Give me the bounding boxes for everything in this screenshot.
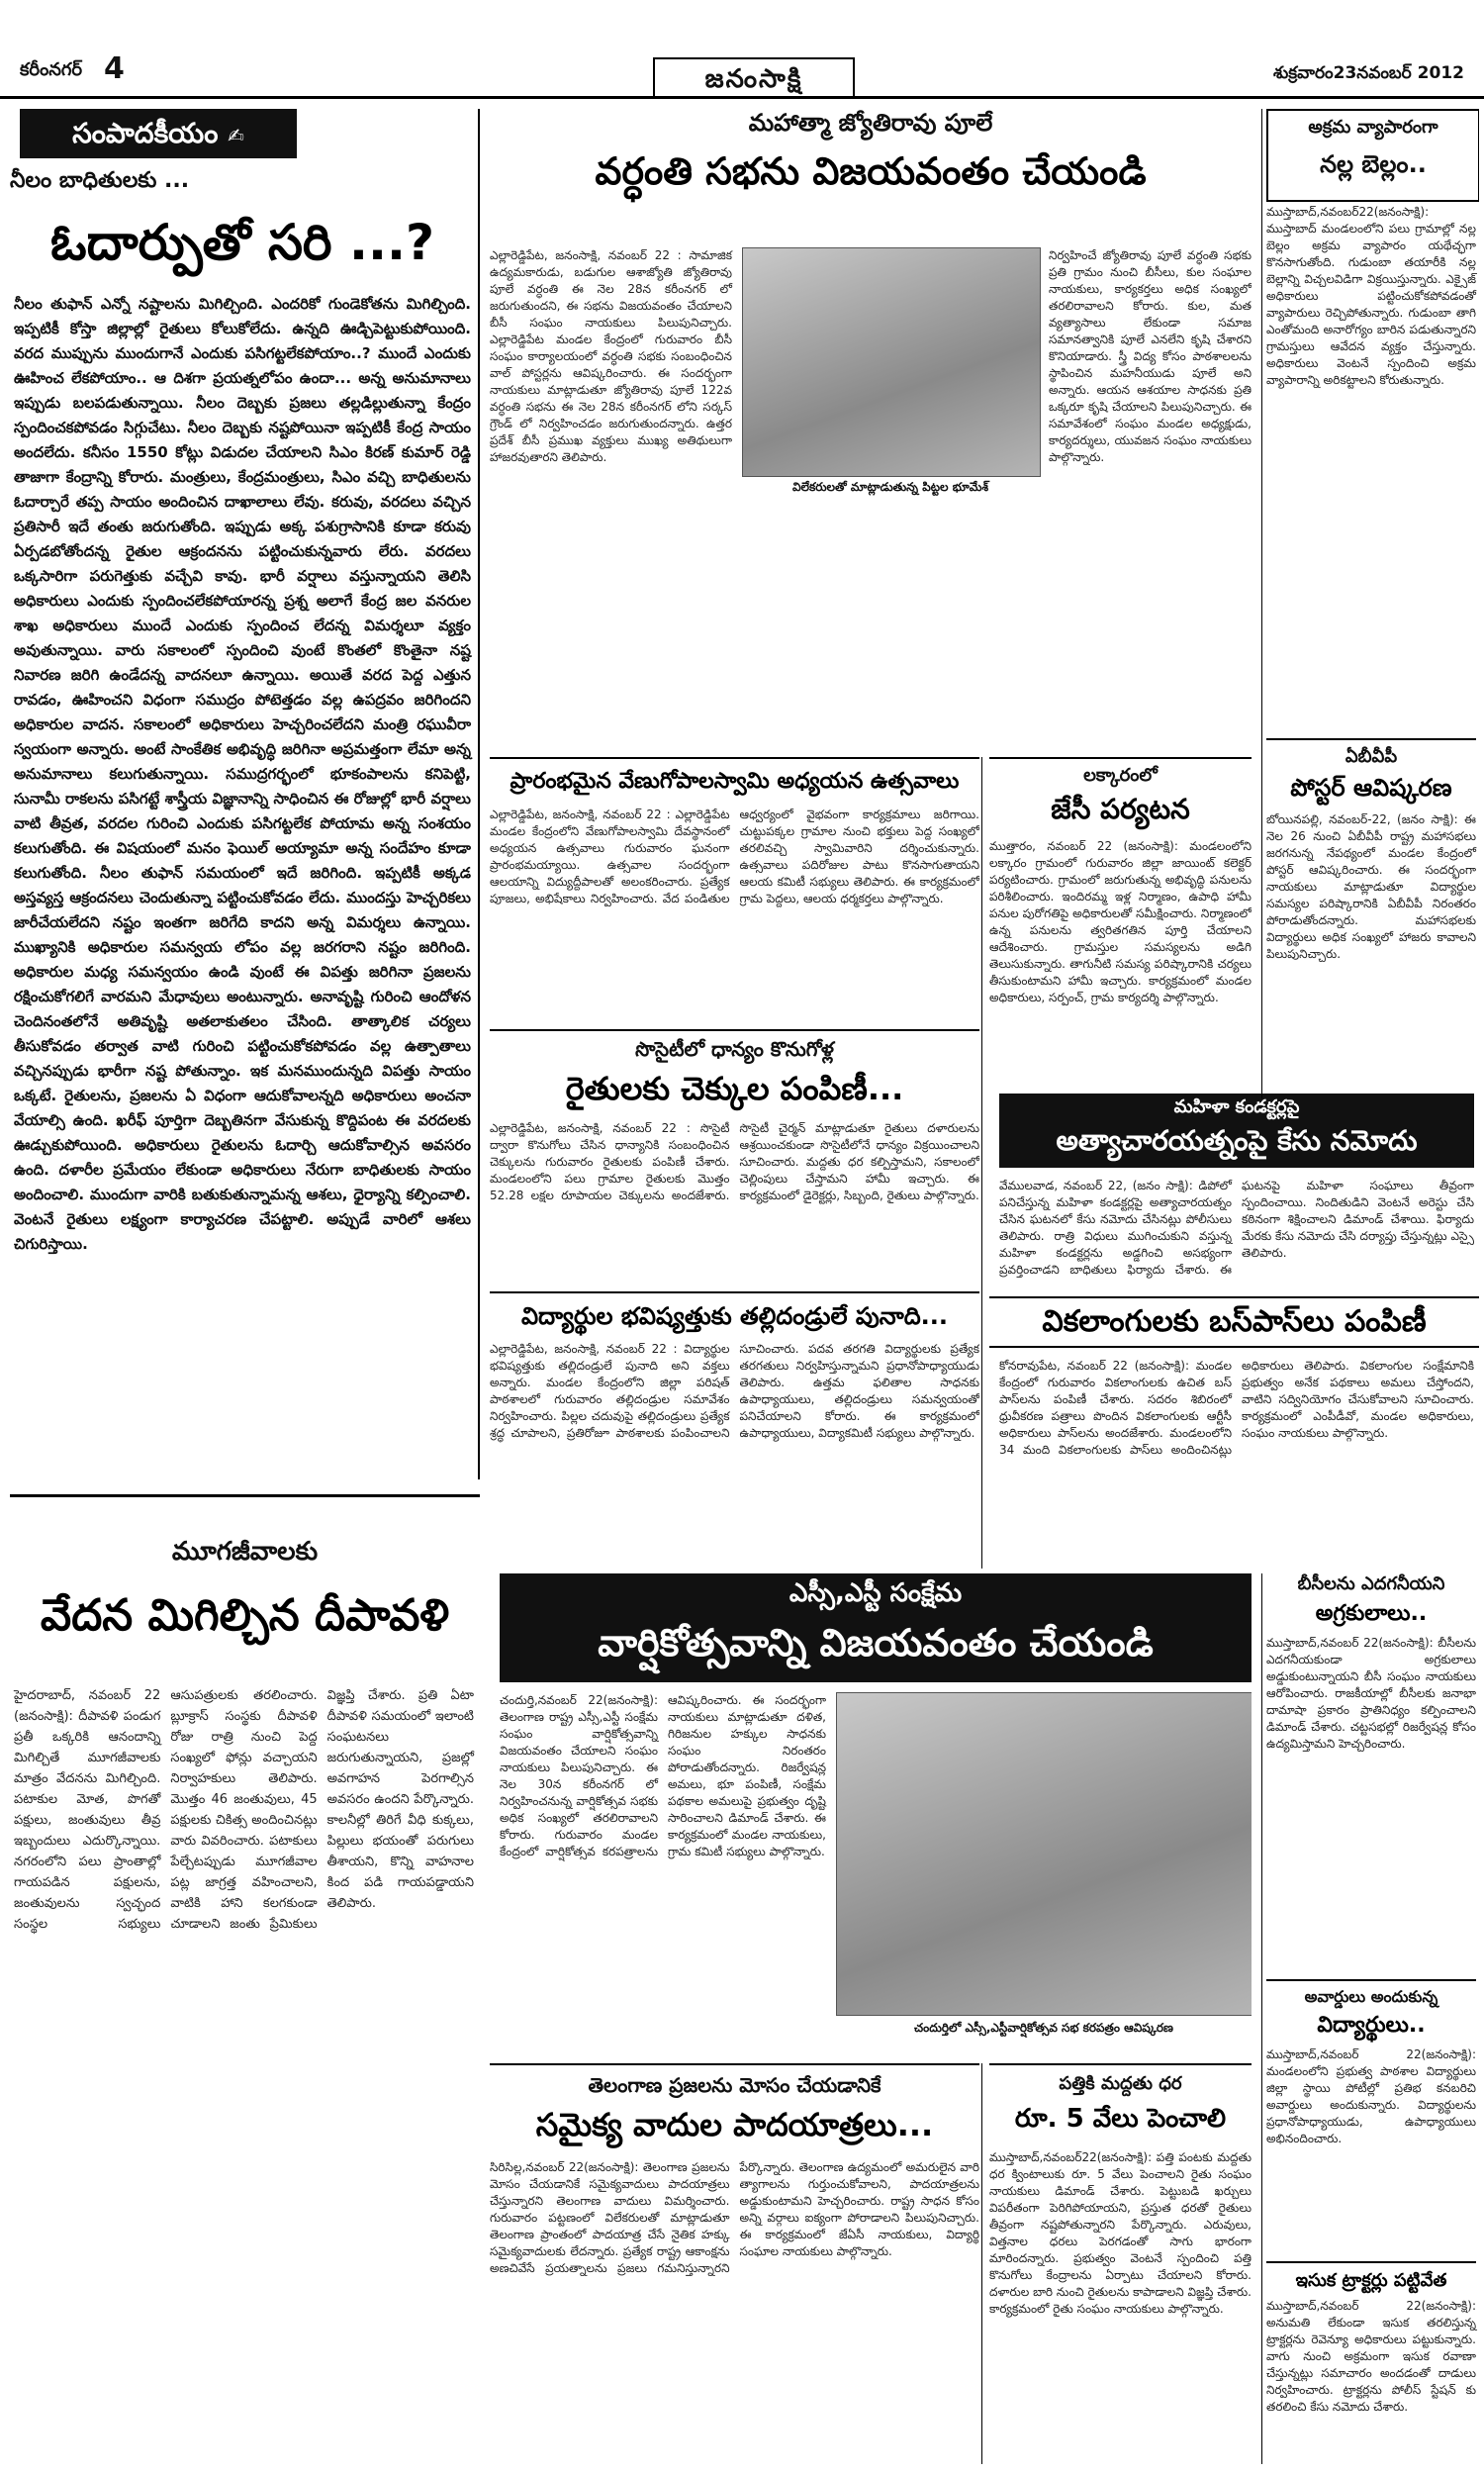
phule-body-right: నిర్వహించే జ్యోతిరావు పూలే వర్ధంతి సభకు ప్రతి గ్రామం నుంచి బీసీలు, కుల సంఘాల నాయకులు, కార్యకర్తలు అధిక సంఖ్యలో తరలిరావాలని కోరారు. కుల, మత వ్యత్యాసాలు లేకుండా సమాజ సమానత్వానికి పూలే ఎనలేని కృషి చేశారని కొనియాడారు. స్త్రీ విద్య కోసం పాఠశాలలను స్థాపించిన మహనీయుడు పూలే అని అన్నారు. ఆయన ఆశయాల సాధనకు ప్రతి ఒక్కరూ కృషి చేయాలని పిలుపునిచ్చారు. ఈ సమావేశంలో సంఘం మండల అధ్యక్షుడు, కార్యదర్శులు, యువజన సంఘం నాయకులు పాల్గొన్నారు. <box>1049 248 1252 464</box>
telangana-body: సిరిసిల్ల,నవంబర్ 22(జనంసాక్షి): తెలంగాణ ప్రజలను మోసం చేయడానికే సమైక్యవాదులు పాదయాత్రలు చేస్తున్నారని తెలంగాణ వాదులు విమర్శించారు. గురువారం పట్టణంలో విలేకరులతో మాట్లాడుతూ తెలంగాణ ప్రాంతంలో పాదయాత్ర చేసే నైతిక హక్కు సమైక్యవాదులకు లేదన్నారు. ప్రత్యేక రాష్ట్ర ఆకాంక్షను అణచివేసే ప్రయత్నాలను ప్రజలు గమనిస్తున్నారని పేర్కొన్నారు. తెలంగాణ ఉద్యమంలో అమరులైన వారి త్యాగాలను గుర్తుంచుకోవాలని, పాదయాత్రలను అడ్డుకుంటామని హెచ్చరించారు. రాష్ట్ర సాధన కోసం అన్ని వర్గాలు ఐక్యంగా పోరాడాలని పిలుపునిచ్చారు. ఈ కార్యక్రమంలో జేఏసీ నాయకులు, విద్యార్థి సంఘాల నాయకులు పాల్గొన్నారు. <box>490 2160 979 2275</box>
students-body: ఎల్లారెడ్డిపేట, జనంసాక్షి, నవంబర్ 22 : విద్యార్థుల భవిష్యత్తుకు తల్లిదండ్రులే పునాది అని వక్తలు అన్నారు. మండల కేంద్రంలోని జిల్లా పరిషత్ పాఠశాలలో గురువారం తల్లిదండ్రుల సమావేశం నిర్వహించారు. పిల్లల చదువుపై తల్లిదండ్రులు ప్రత్యేక శ్రద్ధ చూపాలని, ప్రతిరోజూ పాఠశాలకు పంపించాలని సూచించారు. పదవ తరగతి విద్యార్థులకు ప్రత్యేక తరగతులు నిర్వహిస్తున్నామని ప్రధానోపాధ్యాయుడు తెలిపారు. ఉత్తమ ఫలితాల సాధనకు ఉపాధ్యాయులు, తల్లిదండ్రులు సమన్వయంతో పనిచేయాలని కోరారు. ఈ కార్యక్రమంలో ఉపాధ్యాయులు, విద్యాకమిటీ సభ్యులు పాల్గొన్నారు. <box>490 1342 979 1440</box>
editorial-banner-label: సంపాదకీయం <box>72 117 219 149</box>
diwali-article <box>10 1494 480 2464</box>
phule-photo <box>742 247 1041 477</box>
scholar-divider <box>1266 1979 1476 1981</box>
wage-headline: రూ. 5 వేలు పెంచాలి <box>1014 2104 1227 2134</box>
bus-headline: వికలాంగులకు బస్‌పాస్‌లు పంపిణీ <box>989 1298 1479 1348</box>
editorial-section <box>10 109 480 1479</box>
women-article <box>989 1094 1479 1291</box>
scst-photo-caption: చందుర్తిలో ఎస్సీ,ఎస్టీవార్షికోత్సవ సభ కరపత్రం ఆవిష్కరణ <box>914 2021 1173 2035</box>
scst-article <box>490 1573 1252 2058</box>
collector-headline: జేసీ పర్యటన <box>1051 793 1190 825</box>
collector-body: ముత్తారం, నవంబర్ 22 (జనంసాక్షి): మండలంలోని లక్కారం గ్రామంలో గురువారం జిల్లా జాయింట్ కలెక్టర్ పర్యటించారు. గ్రామంలో జరుగుతున్న అభివృద్ధి పనులను పరిశీలించారు. ఇందిరమ్మ ఇళ్ల నిర్మాణం, ఉపాధి హామీ పనుల పురోగతిపై అధికారులతో సమీక్షించారు. నిర్మాణంలో ఉన్న పనులను త్వరితగతిన పూర్తి చేయాలని ఆదేశించారు. గ్రామస్తుల సమస్యలను అడిగి తెలుసుకున్నారు. తాగునీటి సమస్య పరిష్కారానికి చర్యలు తీసుకుంటామని హామీ ఇచ్చారు. కార్యక్రమంలో మండల అధికారులు, సర్పంచ్, గ్రామ కార్యదర్శి పాల్గొన్నారు. <box>989 839 1252 1004</box>
collector-article <box>989 757 1252 1089</box>
bus-body: కోనరావుపేట, నవంబర్ 22 (జనంసాక్షి): మండల కేంద్రంలో గురువారం వికలాంగులకు ఉచిత బస్ పాస్‌లను పంపిణీ చేశారు. సదరం శిబిరంలో ధ్రువీకరణ పత్రాలు పొందిన వికలాంగులకు ఆర్టీసీ అధికారులు పాస్‌లను అందజేశారు. మండలంలోని 34 మంది వికలాంగులకు పాస్‌లు అందించినట్లు అధికారులు తెలిపారు. వికలాంగుల సంక్షేమానికి ప్రభుత్వం అనేక పథకాలు అమలు చేస్తోందని, వాటిని సద్వినియోగం చేసుకోవాలని సూచించారు. కార్యక్రమంలో ఎంపీడీవో, మండల అధికారులు, సంఘం నాయకులు పాల్గొన్నారు. <box>999 1359 1474 1457</box>
telangana-kicker: తెలంగాణ ప్రజలను మోసం చేయడానికే <box>588 2073 881 2097</box>
right-column <box>1261 109 1479 1098</box>
phule-photo-caption: విలేకరులతో మాట్లాడుతున్న పిట్టల భూమేశ్ <box>791 480 989 494</box>
blackmarket-headline: నల్ల బెల్లం.. <box>1320 150 1427 178</box>
edition-label: కరీంనగర్ <box>20 59 82 80</box>
venu-body: ఎల్లారెడ్డిపేట, జనంసాక్షి, నవంబర్ 22 : ఎల్లారెడ్డిపేట మండల కేంద్రంలోని వేణుగోపాలస్వామి దేవస్థానంలో అధ్యయన ఉత్సవాలు గురువారం ఘనంగా ప్రారంభమయ్యాయి. ఉత్సవాల సందర్భంగా ఆలయాన్ని విద్యుద్దీపాలతో అలంకరించారు. ప్రత్యేక పూజలు, అభిషేకాలు నిర్వహించారు. వేద పండితుల ఆధ్వర్యంలో వైభవంగా కార్యక్రమాలు జరిగాయి. చుట్టుపక్కల గ్రామాల నుంచి భక్తులు పెద్ద సంఖ్యలో తరలివచ్చి స్వామివారిని దర్శించుకున్నారు. ఉత్సవాలు పదిరోజుల పాటు కొనసాగుతాయని ఆలయ కమిటీ సభ్యులు తెలిపారు. ఈ కార్యక్రమంలో గ్రామ పెద్దలు, ఆలయ ధర్మకర్తలు పాల్గొన్నారు. <box>490 808 979 905</box>
editorial-body: నీలం తుఫాన్ ఎన్నో నష్టాలను మిగిల్చింది. ఎందరికో గుండెకోతను మిగిల్చింది. ఇప్పటికీ కోస్తా జిల్లాల్లో రైతులు కోలుకోలేదు. ఉన్నది ఊడ్చిపెట్టుకుపోయింది. వరద ముప్పును ముందుగానే ఎందుకు పసిగట్టలేకపోయాం..? ముందే ఎందుకు ఊహించ లేకపోయాం.. ఆ దిశగా ప్రయత్నలోపం ఉందా... అన్న అనుమానాలు ఇప్పుడు బలపడుతున్నాయి. నీలం దెబ్బకు ప్రజలు తల్లడిల్లుతున్నా కేంద్రం స్పందించకపోవడం సిగ్గుచేటు. నీలం దెబ్బకు నష్టపోయినా ఇప్పటికీ కేంద్ర సాయం అందలేదు. కనీసం 1550 కోట్లు విడుదల చేయాలని సిఎం కిరణ్ కుమార్ రెడ్డి తాజాగా కేంద్రాన్ని కోరారు. మంత్రులు, కేంద్రమంత్రులు, సిఎం వచ్చి బాధితులను ఓదార్చారే తప్ప సాయం అందించిన దాఖాలాలు లేవు. కరువు, వరదలు వచ్చిన ప్రతిసారీ ఇదే తంతు జరుగుతోంది. ఇప్పుడు అక్క పశుగ్రాసానికి కూడా కరువు ఏర్పడబోతోందన్న రైతుల ఆక్రందనను పట్టించుకున్నవారు లేరు. వరదలు ఒక్కసారిగా పరుగెత్తుకు వచ్చేవి కావు. భారీ వర్షాలు వస్తున్నాయని తెలిసి అధికారులు ఎందుకు స్పందించలేకపోయారన్న ప్రశ్న అలాగే కేంద్ర జల వనరుల శాఖ అధికారులు ముందే ఎందుకు స్పందించ లేదన్న విమర్శలూ వ్యక్తం అవుతున్నాయి. వారు సకాలంలో స్పందించి వుంటే కొంతలో కొంతైనా నష్ట నివారణ జరిగి ఉండేదన్న వాదనలూ ఉన్నాయి. అయితే వరద పెద్ద ఎత్తున రావడం, ఊహించని విధంగా సముద్రం పోటెత్తడం వల్ల ఉపద్రవం జరిగిందని అధికారుల వాదన. సకాలంలో అధికారులు హెచ్చరించలేదని మంత్రి రఘువీరా స్వయంగా అన్నారు. అంటే సాంకేతిక అభివృద్ధి జరిగినా అప్రమత్తంగా లేమా అన్న అనుమానాలు కలుగుతున్నాయి. సముద్రగర్భంలో భూకంపాలను కనిపెట్టి, సునామీ రాకలను పసిగట్టే శాస్త్రీయ విజ్ఞానాన్ని సాధించిన ఈ రోజుల్లో భారీ వర్షాలు వాటి తీవ్రత, వరదల గురించి ఎందుకు పసిగట్టలేక పోయామ అన్న సంశయం కలుగుతోంది. ఈ విషయంలో మనం ఫెయిల్ అయ్యామా అన్న సందేహం కూడా కలుగుతోంది. నీలం తుఫాన్ సమయంలో ఇదే జరిగింది. ఇప్పటికీ అక్కడ అస్తవ్యస్త ఆక్రందనలు చెందుతున్నా పట్టించుకోవడం లేదు. ముందస్తు హెచ్చరికలు జారీచేయలేదని నష్టం ఇంతగా జరిగేది కాదని అన్న విమర్శలు ఉన్నాయి. ముఖ్యానికి అధికారుల సమన్వయ లోపం వల్ల జరగరాని నష్టం జరిగింది. అధికారుల మధ్య సమన్వయం ఉండి వుంటే ఈ విపత్తు జరిగినా ప్రజలను రక్షించుకోగలిగే వారమని మేధావులు అంటున్నారు. అనావృష్టి గురించి ఆందోళన చెందినంతలోనే అతివృష్టి అతలాకుతలం చేసింది. తాత్కాలిక చర్యలు తీసుకోవడం తర్వాత వాటి గురించి పట్టించుకోకపోవడం వల్ల ఉత్పాతాలు వచ్చినప్పుడు భారీగా నష్ట పోతున్నాం. ఇక మనముందున్నది విపత్తు సాయం ఒక్కటే. రైతులను, ప్రజలను ఏ విధంగా ఆదుకోవాలన్నది అధికారులు అంచనా వేయాల్సి ఉంది. ఖరీఫ్ పూర్తిగా దెబ్బతినగా వేసుకున్న కొద్దిపంట ఈ వరదలకు ఊడ్చుకుపోయింది. అధికారులు రైతులను ఓదార్చి ఆదుకోవాల్సిన అవసరం ఉంది. దళారీల ప్రమేయం లేకుండా అధికారులు నేరుగా బాధితులకు సాయం అందించాలి. ముందుగా వారికి బతుకుతున్నామన్న ఆశలు, ధైర్యాన్ని కల్పించాలి. వెంటనే రైతులు లక్ష్యంగా కార్యాచరణ చేపట్టాలి. అప్పుడే వారిలో ఆశలు చిగురిస్తాయి. <box>14 295 471 1253</box>
phule-kicker: మహాత్మా జ్యోతిరావు పూలే <box>748 109 993 137</box>
column-rule-center <box>981 757 982 1569</box>
students-headline: విద్యార్థుల భవిష్యత్తుకు తల్లిదండ్రులే పునాది... <box>520 1302 949 1330</box>
bjp-kicker: బీసీలను ఎదగనీయని <box>1297 1573 1445 1594</box>
society-body: ఎల్లారెడ్డిపేట, జనంసాక్షి, నవంబర్ 22 : సొసైటీ ద్వారా కొనుగోలు చేసిన ధాన్యానికి సంబంధించిన చెక్కులను గురువారం రైతులకు పంపిణీ చేశారు. మండలంలోని పలు గ్రామాల రైతులకు మొత్తం 52.28 లక్షల రూపాయల చెక్కులను అందజేశారు. సొసైటీ చైర్మన్ మాట్లాడుతూ రైతులు దళారులను ఆశ్రయించకుండా సొసైటీలోనే ధాన్యం విక్రయించాలని సూచించారు. మద్దతు ధర కల్పిస్తామని, సకాలంలో చెల్లింపులు చేస్తామని హామీ ఇచ్చారు. ఈ కార్యక్రమంలో డైరెక్టర్లు, సిబ్బంది, రైతులు పాల్గొన్నారు. <box>490 1121 979 1202</box>
abvp-kicker: ఏబీవీపీ <box>1345 746 1398 767</box>
tractors-kicker: ఇసుక ట్రాక్టర్లు పట్టివేత <box>1295 2270 1447 2291</box>
blackmarket-headbox <box>1266 109 1479 202</box>
wage-article <box>989 2063 1252 2464</box>
editorial-headline: ఓదార్పుతో సరి ...? <box>50 214 434 271</box>
abvp-body: బోయినపల్లి, నవంబర్-22, (జనం సాక్షి): ఈ నెల 26 నుంచి ఏబీవీపీ రాష్ట్ర మహాసభలు జరగనున్న నేపథ్యంలో మండల కేంద్రంలో పోస్టర్ ఆవిష్కరించారు. ఈ సందర్భంగా నాయకులు మాట్లాడుతూ విద్యార్థుల సమస్యల పరిష్కారానికి ఏబీవీపీ నిరంతరం పోరాడుతోందన్నారు. మహాసభలకు విద్యార్థులు అధిక సంఖ్యలో హాజరు కావాలని పిలుపునిచ్చారు. <box>1266 812 1476 961</box>
society-headline: రైతులకు చెక్కుల పంపిణీ... <box>565 1070 904 1107</box>
diwali-kicker: మూగజీవాలకు <box>171 1537 319 1567</box>
scholar-headline: విద్యార్థులు.. <box>1317 2013 1426 2038</box>
bus-article <box>989 1296 1479 1569</box>
telangana-article <box>490 2063 979 2464</box>
page-number: 4 <box>104 51 125 86</box>
page-header <box>0 0 1484 99</box>
editorial-kicker: నీలం బాధితులకు ... <box>10 168 190 193</box>
phule-body-left: ఎల్లారెడ్డిపేట, జనంసాక్షి, నవంబర్ 22 : సామాజిక ఉద్యమకారుడు, బడుగుల ఆశాజ్యోతి జ్యోతిరావు పూలే వర్ధంతి ఈ నెల 28న కరీంనగర్ లో జరుగుతుందని, ఈ సభను విజయవంతం చేయాలని బీసీ సంఘం నాయకులు పిలుపునిచ్చారు. ఎల్లారెడ్డిపేట మండల కేంద్రంలో గురువారం బీసీ సంఘం కార్యాలయంలో వర్ధంతి సభకు సంబంధించిన వాల్ పోస్టర్లను ఆవిష్కరించారు. ఈ సందర్భంగా నాయకులు మాట్లాడుతూ జ్యోతిరావు పూలే 122వ వర్ధంతి సభను ఈ నెల 28న కరీంనగర్ లోని సర్కస్ గ్రౌండ్ లో నిర్వహించడం జరుగుతుందన్నారు. ఉత్తర ప్రదేశ్ బీసీ ప్రముఖ వ్యక్తులు ముఖ్య అతిథులుగా హాజరవుతారని తెలిపారు. <box>490 248 732 464</box>
scst-headline: వార్షికోత్సవాన్ని విజయవంతం చేయండి <box>598 1621 1154 1665</box>
telangana-headline: సమైక్య వాదుల పాదయాత్రలు... <box>535 2106 934 2143</box>
abvp-headline: పోస్టర్ ఆవిష్కరణ <box>1290 774 1452 802</box>
diwali-body: హైదరాబాద్, నవంబర్ 22 (జనంసాక్షి): దీపావళి పండుగ ప్రతీ ఒక్కరికి ఆనందాన్ని మిగిల్చితే మూగజీవాలకు మాత్రం వేదనను మిగిల్చింది. పటాకుల మోత, పొగతో పక్షులు, జంతువులు తీవ్ర ఇబ్బందులు ఎదుర్కొన్నాయి. నగరంలోని పలు ప్రాంతాల్లో గాయపడిన పక్షులను, జంతువులను స్వచ్ఛంద సంస్థల సభ్యులు ఆసుపత్రులకు తరలించారు. బ్లూక్రాస్ సంస్థకు దీపావళి రోజు రాత్రి నుంచి పెద్ద సంఖ్యలో ఫోన్లు వచ్చాయని నిర్వాహకులు తెలిపారు. మొత్తం 46 జంతువులు, 45 పక్షులకు చికిత్స అందించినట్లు వారు వివరించారు. పటాకులు పేల్చేటప్పుడు మూగజీవాల పట్ల జాగ్రత్త వహించాలని, వాటికి హాని కలగకుండా చూడాలని జంతు ప్రేమికులు విజ్ఞప్తి చేశారు. ప్రతి ఏటా దీపావళి సమయంలో ఇలాంటి సంఘటనలు జరుగుతున్నాయని, ప్రజల్లో అవగాహన పెరగాల్సిన అవసరం ఉందని పేర్కొన్నారు. కాలనీల్లో తిరిగే వీధి కుక్కలు, పిల్లులు భయంతో పరుగులు తీశాయని, కొన్ని వాహనాల కింద పడి గాయపడ్డాయని తెలిపారు. <box>14 1688 474 1932</box>
women-kicker: మహిళా కండక్టర్లపై <box>1173 1096 1300 1117</box>
diwali-headline: వేదన మిగిల్చిన దీపావళి <box>40 1590 450 1641</box>
pen-writing-icon: ✍ <box>228 124 244 147</box>
scst-body: చందుర్తి,నవంబర్ 22(జనంసాక్షి): తెలంగాణ రాష్ట్ర ఎస్సీ,ఎస్టీ సంక్షేమ సంఘం వార్షికోత్సవాన్ని విజయవంతం చేయాలని సంఘం నాయకులు పిలుపునిచ్చారు. ఈ నెల 30న కరీంనగర్ లో నిర్వహించనున్న వార్షికోత్సవ సభకు అధిక సంఖ్యలో తరలిరావాలని కోరారు. గురువారం మండల కేంద్రంలో వార్షికోత్సవ కరపత్రాలను ఆవిష్కరించారు. ఈ సందర్భంగా నాయకులు మాట్లాడుతూ దళిత, గిరిజనుల హక్కుల సాధనకు సంఘం నిరంతరం పోరాడుతోందన్నారు. రిజర్వేషన్ల అమలు, భూ పంపిణీ, సంక్షేమ పథకాల అమలుపై ప్రభుత్వం దృష్టి సారించాలని డిమాండ్ చేశారు. ఈ కార్యక్రమంలో మండల నాయకులు, గ్రామ కమిటీ సభ్యులు పాల్గొన్నారు. <box>500 1693 826 1858</box>
phule-article <box>490 109 1252 742</box>
bjp-body: ముస్తాబాద్,నవంబర్ 22(జనంసాక్షి): బీసీలను ఎదగనీయకుండా అగ్రకులాలు అడ్డుకుంటున్నాయని బీసీ సంఘం నాయకులు ఆరోపించారు. రాజకీయాల్లో బీసీలకు జనాభా దామాషా ప్రకారం ప్రాతినిధ్యం కల్పించాలని డిమాండ్ చేశారు. చట్టసభల్లో రిజర్వేషన్ల కోసం ఉద్యమిస్తామని హెచ్చరించారు. <box>1266 1636 1476 1751</box>
venu-headline: ప్రారంభమైన వేణుగోపాలస్వామి అధ్యయన ఉత్సవాలు <box>510 769 960 794</box>
tractors-body: ముస్తాబాద్,నవంబర్ 22(జనంసాక్షి): అనుమతి లేకుండా ఇసుక తరలిస్తున్న ట్రాక్టర్లను రెవెన్యూ అధికారులు పట్టుకున్నారు. వాగు నుంచి అక్రమంగా ఇసుక రవాణా చేస్తున్నట్లు సమాచారం అందడంతో దాడులు నిర్వహించారు. ట్రాక్టర్లను పోలీస్ స్టేషన్ కు తరలించి కేసు నమోదు చేశారు. <box>1266 2299 1476 2414</box>
wage-body: ముస్తాబాద్,నవంబర్22(జనంసాక్షి): పత్తి పంటకు మద్దతు ధర క్వింటాలుకు రూ. 5 వేలు పెంచాలని రైతు సంఘం నాయకులు డిమాండ్ చేశారు. పెట్టుబడి ఖర్చులు విపరీతంగా పెరిగిపోయాయని, ప్రస్తుత ధరతో రైతులు తీవ్రంగా నష్టపోతున్నారని పేర్కొన్నారు. ఎరువులు, విత్తనాల ధరలు పెరగడంతో సాగు భారంగా మారిందన్నారు. ప్రభుత్వం వెంటనే స్పందించి పత్తి కొనుగోలు కేంద్రాలను ఏర్పాటు చేయాలని కోరారు. దళారుల బారి నుంచి రైతులను కాపాడాలని విజ్ఞప్తి చేశారు. కార్యక్రమంలో రైతు సంఘం నాయకులు పాల్గొన్నారు. <box>989 2150 1252 2316</box>
blackmarket-kicker: అక్రమ వ్యాపారంగా <box>1308 117 1438 138</box>
issue-date: శుక్రవారం23నవంబర్ 2012 <box>1273 63 1464 83</box>
abvp-divider <box>1266 738 1476 740</box>
scholar-kicker: అవార్డులు అందుకున్న <box>1304 1987 1438 2006</box>
students-article <box>490 1291 979 1569</box>
scst-kicker: ఎస్సీ,ఎస్టీ సంక్షేమ <box>788 1578 963 1608</box>
phule-headline: వర్ధంతి సభను విజయవంతం చేయండి <box>595 149 1147 193</box>
society-article <box>490 1029 979 1286</box>
women-body: వేములవాడ, నవంబర్ 22, (జనం సాక్షి): డిపోలో పనిచేస్తున్న మహిళా కండక్టర్లపై అత్యాచారయత్నం చేసిన ఘటనలో కేసు నమోదు చేసినట్లు పోలీసులు తెలిపారు. రాత్రి విధులు ముగించుకుని వస్తున్న మహిళా కండక్టర్లను అడ్డగించి అసభ్యంగా ప్రవర్తించాడని బాధితులు ఫిర్యాదు చేశారు. ఈ ఘటనపై మహిళా సంఘాలు తీవ్రంగా స్పందించాయి. నిందితుడిని వెంటనే అరెస్టు చేసి కఠినంగా శిక్షించాలని డిమాండ్ చేశాయి. ఫిర్యాదు మేరకు కేసు నమోదు చేసి దర్యాప్తు చేస్తున్నట్లు ఎస్సై తెలిపారు. <box>999 1179 1474 1277</box>
collector-kicker: లక్కారంలో <box>1083 765 1158 786</box>
bjp-headline: అగ్రకులాలు.. <box>1315 1601 1428 1626</box>
scholar-body: ముస్తాబాద్,నవంబర్ 22(జనంసాక్షి): మండలంలోని ప్రభుత్వ పాఠశాల విద్యార్థులు జిల్లా స్థాయి పోటీల్లో ప్రతిభ కనబరిచి అవార్డులు అందుకున్నారు. విద్యార్థులను ప్రధానోపాధ్యాయుడు, ఉపాధ్యాయులు అభినందించారు. <box>1266 2047 1476 2145</box>
editorial-banner <box>20 109 297 158</box>
venu-article <box>490 757 979 1024</box>
masthead: జనంసాక్షి <box>653 57 855 99</box>
women-banner <box>999 1094 1474 1168</box>
women-headline: అత్యాచారయత్నంపై కేసు నమోదు <box>1056 1124 1418 1157</box>
scst-banner <box>500 1573 1252 1682</box>
right-column-lower <box>1261 1573 1479 2464</box>
society-kicker: సొసైటీలో ధాన్యం కొనుగోళ్ల <box>635 1037 834 1061</box>
wage-kicker: పత్తికి మద్దతు ధర <box>1059 2073 1182 2094</box>
column-rule-lower <box>981 2063 982 2464</box>
blackmarket-body: ముస్తాబాద్,నవంబర్22(జనంసాక్షి): ముస్తాబాద్ మండలంలోని పలు గ్రామాల్లో నల్ల బెల్లం అక్రమ వ్యాపారం యథేచ్ఛగా కొనసాగుతోంది. గుడుంబా తయారీకి నల్ల బెల్లాన్ని విచ్చలవిడిగా విక్రయిస్తున్నారు. ఎక్సైజ్ అధికారులు పట్టించుకోకపోవడంతో వ్యాపారులు రెచ్చిపోతున్నారు. గుడుంబా తాగి ఎంతోమంది అనారోగ్యం బారిన పడుతున్నారని గ్రామస్తులు ఆవేదన వ్యక్తం చేస్తున్నారు. అధికారులు వెంటనే స్పందించి అక్రమ వ్యాపారాన్ని అరికట్టాలని కోరుతున్నారు. <box>1266 205 1476 387</box>
tractors-divider <box>1266 2261 1476 2263</box>
scst-photo <box>836 1692 1252 2016</box>
